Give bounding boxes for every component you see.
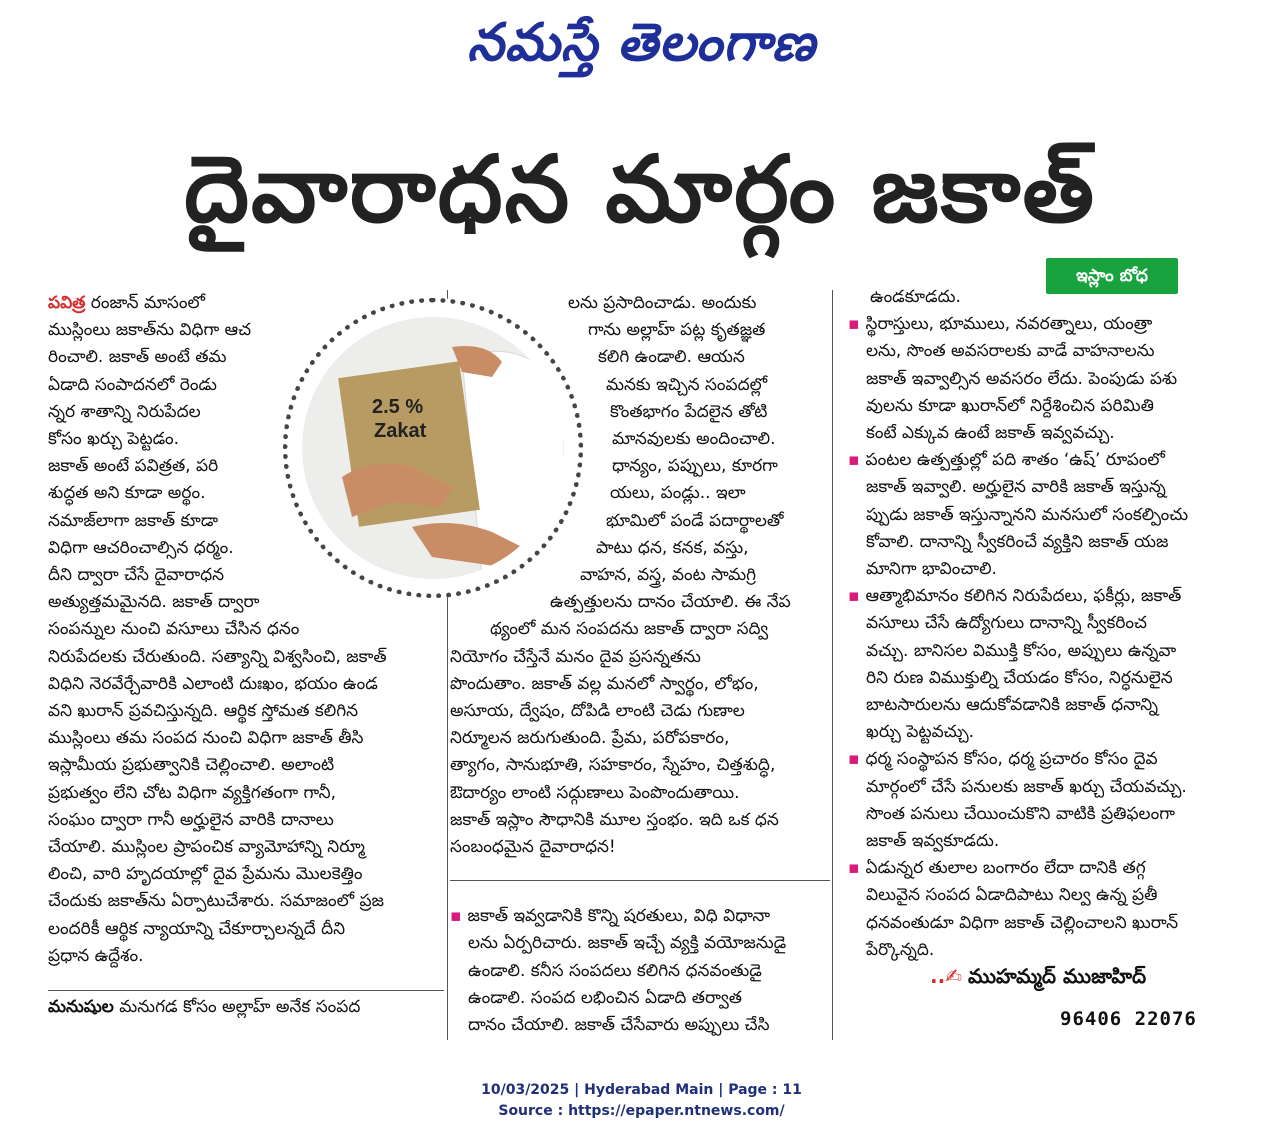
article-line: పాటు ధన, కనక, వస్తు, bbox=[596, 537, 749, 558]
article-line: దానం చేయాలి. జకాత్ చేసేవారు అప్పులు చేసి bbox=[468, 1015, 770, 1036]
article-line: కొంతభాగం పేదలైన తోటి bbox=[610, 401, 768, 422]
article-line: విధిని నెరవేర్చేవారికి ఎలాంటి దుఃఖం, భయం ఉండ bbox=[48, 673, 378, 694]
article-line: ప్రధాన ఉద్దేశం. bbox=[48, 945, 144, 966]
masthead-logo: నమస్తే తెలంగాణ bbox=[467, 12, 816, 73]
article-column-2 bbox=[450, 290, 820, 1039]
article-line: జకాత్ ఇవ్వాల్సిన అవసరం లేదు. పెంపుడు పశు bbox=[866, 368, 1178, 389]
article-line: ధాన్యం, పప్పులు, కూరగా bbox=[612, 456, 778, 477]
photo-label-percent: 2.5 % bbox=[372, 396, 424, 418]
article-line: వులను కూడా ఖురాన్‌లో నిర్దేశించిన పరిమితి bbox=[866, 395, 1154, 416]
article-line: కోవాలి. దానాన్ని స్వీకరించే వ్యక్తిని జకాత్ యజ bbox=[866, 531, 1169, 552]
bullet-icon: ▪ bbox=[450, 906, 462, 927]
article-line: నియోగం చేస్తేనే మనం దైవ ప్రసన్నతను bbox=[450, 646, 701, 667]
article-line: ముస్లింలు జకాత్‌ను విధిగా ఆచ bbox=[48, 320, 252, 341]
page-footer bbox=[0, 1080, 1283, 1122]
article-line: ఆత్మాభిమానం కలిగిన నిరుపేదలు, ఫకీర్లు, జకాత్ bbox=[865, 586, 1182, 607]
signature-icon: ..✍ bbox=[930, 964, 962, 988]
article-line: ఔదార్యం లాంటి సద్గుణాలు పెంపొందుతాయి. bbox=[450, 782, 740, 803]
article-line: పంటల ఉత్పత్తుల్లో పది శాతం ‘ఉష్’ రూపంలో bbox=[865, 450, 1165, 471]
article-line: ఏడాది సంపాదనలో రెండు bbox=[48, 374, 217, 395]
article-line: లించి, వారి హృదయాల్లో దైవ ప్రేమను మొలకెత్తిం bbox=[48, 864, 363, 885]
article-line: మనకు ఇచ్చిన సంపదల్లో bbox=[606, 374, 768, 395]
article-line: ఏడున్నర తులాల బంగారం లేదా దానికి తగ్గ bbox=[865, 858, 1146, 879]
article-line: మానిగా భావించాలి. bbox=[866, 559, 997, 580]
article-line: లను ఏర్పరిచారు. జకాత్ ఇచ్చే వ్యక్తి వయోజనుడై bbox=[468, 933, 787, 954]
article-line: జకాత్ ఇవ్వాలి. అర్హులైన వారికి జకాత్ ఇస్తున్న bbox=[866, 477, 1166, 498]
article-line: విలువైన సంపద ఏడాదిపాటు నిల్వ ఉన్న ప్రతీ bbox=[866, 885, 1158, 906]
article-line: స్థిరాస్తులు, భూములు, నవరత్నాలు, యంత్రా bbox=[865, 314, 1153, 335]
article-line: ఖర్చు పెట్టవచ్చు. bbox=[866, 722, 975, 743]
article-line: పేర్కొన్నది. bbox=[866, 939, 935, 960]
article-line: లను ప్రసాదించాడు. అందుకు bbox=[568, 293, 757, 313]
article-line: వని ఖురాన్ ప్రవచిస్తున్నది. ఆర్థిక స్తోమత కలిగిన bbox=[48, 701, 359, 722]
article-line: రంజాన్ మాసంలో bbox=[85, 293, 205, 313]
article-line: సంబంధమైన దైవారాధన! bbox=[450, 837, 616, 858]
article-line: నమాజ్‌లాగా జకాత్ కూడా bbox=[48, 510, 219, 531]
article-line: ముస్లింలు తమ సంపద నుంచి విధిగా జకాత్ తీసి bbox=[48, 728, 364, 749]
bullet-icon: ▪ bbox=[848, 858, 860, 879]
article-line: జకాత్ ఇస్లాం సౌధానికి మూల స్తంభం. ఇది ఒక ధన bbox=[450, 809, 779, 830]
article-line: కోసం ఖర్చు పెట్టడం. bbox=[48, 429, 179, 450]
article-line: ఉత్పత్తులను దానం చేయాలి. ఈ నేప bbox=[550, 592, 791, 613]
paragraph-lead-word: మనుషుల bbox=[48, 997, 114, 1018]
article-line: మార్గంలో చేసే పనులకు జకాత్ ఖర్చు చేయవచ్చు. bbox=[866, 776, 1187, 797]
article-line: అత్యుత్తమమైనది. జకాత్ ద్వారా bbox=[48, 592, 260, 613]
article-line: గాను అల్లాహ్ పట్ల కృతజ్ఞత bbox=[588, 320, 766, 341]
author-phone: 96406 22076 bbox=[1060, 1008, 1197, 1030]
article-line: జకాత్ ఇవ్వడానికి కొన్ని షరతులు, విధి విధానా bbox=[467, 906, 771, 927]
article-line: థ్యంలో మన సంపదను జకాత్ ద్వారా సద్వి bbox=[490, 619, 769, 640]
article-line: న్నర శాతాన్ని నిరుపేదల bbox=[48, 401, 201, 422]
article-line: ధర్మ సంస్థాపన కోసం, ధర్మ ప్రచారం కోసం దైవ bbox=[865, 749, 1158, 770]
article-line: జకాత్ అంటే పవిత్రత, పరి bbox=[48, 456, 219, 477]
article-line: నిరుపేదలకు చేరుతుంది. సత్యాన్ని విశ్వసించి, జకాత్ bbox=[48, 646, 387, 667]
article-line: నిర్మూలన జరుగుతుంది. ప్రేమ, పరోపకారం, bbox=[450, 728, 730, 749]
drop-lead-word: పవిత్ర bbox=[48, 293, 86, 313]
article-line: శుద్ధత అని కూడా అర్థం. bbox=[48, 483, 206, 504]
article-line: లందరికీ ఆర్థిక న్యాయాన్ని చేకూర్చాలన్నదే దీని bbox=[48, 918, 346, 939]
article-line: ఉండాలి. సంపద లభించిన ఏడాది తర్వాత bbox=[468, 987, 742, 1008]
article-line: కంటే ఎక్కువ ఉంటే జకాత్ ఇవ్వవచ్చు. bbox=[866, 423, 1115, 444]
article-line: మనుగడ కోసం అల్లాహ్ అనేక సంపద bbox=[113, 997, 361, 1018]
article-line: యలు, పండ్లు.. ఇలా bbox=[610, 483, 746, 504]
footer-edition: 10/03/2025 | Hyderabad Main | Page : 11 bbox=[481, 1082, 802, 1098]
article-line: భూమిలో పండే పదార్థాలతో bbox=[606, 510, 784, 531]
article-line: సంపన్నుల నుంచి వసూలు చేసిన ధనం bbox=[48, 619, 300, 640]
photo-label-zakat: Zakat bbox=[374, 420, 427, 442]
footer-source: Source : https://epaper.ntnews.com/ bbox=[498, 1103, 785, 1119]
article-line: ఉండాలి. కనీస సంపదలు కలిగిన ధనవంతుడై bbox=[468, 960, 762, 981]
article-line: వసూలు చేసే ఉద్యోగులు దానాన్ని స్వీకరించ bbox=[866, 613, 1147, 634]
bullet-icon: ▪ bbox=[848, 450, 860, 471]
article-line: ధనవంతుడూ విధిగా జకాత్ చెల్లించాలని ఖురాన్ bbox=[866, 912, 1179, 933]
article-line: జకాత్ ఇవ్వకూడదు. bbox=[866, 831, 1000, 852]
author-name: ముహమ్మద్ ముజాహిద్ bbox=[967, 964, 1147, 988]
bullet-icon: ▪ bbox=[848, 314, 860, 335]
article-line: పొందుతాం. జకాత్ వల్ల మనలో స్వార్థం, లోభం, bbox=[450, 673, 759, 694]
bullet-icon: ▪ bbox=[848, 749, 860, 770]
article-line: ప్పుడు జకాత్ ఇస్తున్నానని మనసులో సంకల్పించు bbox=[866, 504, 1189, 525]
article-line: లను, సొంత అవసరాలకు వాడే వాహనాలను bbox=[866, 341, 1155, 362]
headline: దైవారాధన మార్గం జకాత్ bbox=[184, 136, 1096, 243]
article-line: త్యాగం, సానుభూతి, సహకారం, స్నేహం, చిత్తశుద్ధి, bbox=[450, 755, 776, 776]
article-line: విధిగా ఆచరించాల్సిన ధర్మం. bbox=[48, 537, 234, 558]
author-byline bbox=[930, 964, 1230, 993]
article-line: కలిగి ఉండాలి. ఆయన bbox=[598, 347, 745, 368]
article-line: ఇస్లామీయ ప్రభుత్వానికి చెల్లించాలి. అలాంటి bbox=[48, 755, 335, 776]
article-line: సొంత పనులు చేయించుకొని వాటికి ప్రతిఫలంగా bbox=[866, 803, 1175, 824]
article-line: వచ్చు. బానిసల విముక్తి కోసం, అప్పులు ఉన్నవా bbox=[866, 640, 1177, 661]
article-line: మానవులకు అందించాలి. bbox=[612, 429, 776, 450]
article-line: అసూయ, ద్వేషం, దోపిడి లాంటి చెడు గుణాల bbox=[450, 701, 745, 722]
article-line: చేయాలి. ముస్లింల ప్రాపంచిక వ్యామోహాన్ని నిర్మూ bbox=[48, 837, 365, 858]
section-tag: ఇస్లాం బోధ bbox=[1046, 258, 1178, 294]
article-line: రిని రుణ విముక్తుల్ని చేయడం కోసం, నిర్ధనులైన bbox=[866, 667, 1173, 688]
article-line: ఉండకూడదు. bbox=[870, 287, 961, 307]
article-line: సంఘం ద్వారా గానీ అర్హులైన వారికి దానాలు bbox=[48, 809, 334, 830]
bullet-icon: ▪ bbox=[848, 586, 860, 607]
article-line: చేందుకు జకాత్‌ను ఏర్పాటుచేశారు. సమాజంలో ప్రజ bbox=[48, 891, 384, 912]
article-column-3 bbox=[848, 284, 1228, 964]
article-line: దీని ద్వారా చేసే దైవారాధన bbox=[48, 565, 225, 586]
article-line: వాహన, వస్త్ర, వంట సామగ్రి bbox=[580, 565, 757, 586]
article-line: రించాలి. జకాత్ అంటే తమ bbox=[48, 347, 227, 368]
column-divider bbox=[832, 290, 833, 1040]
article-line: ప్రభుత్వం లేని చోట విధిగా వ్యక్తిగతంగా గానీ, bbox=[48, 782, 337, 803]
article-line: బాటసారులను ఆదుకోవడానికి జకాత్ ధనాన్ని bbox=[866, 695, 1159, 716]
